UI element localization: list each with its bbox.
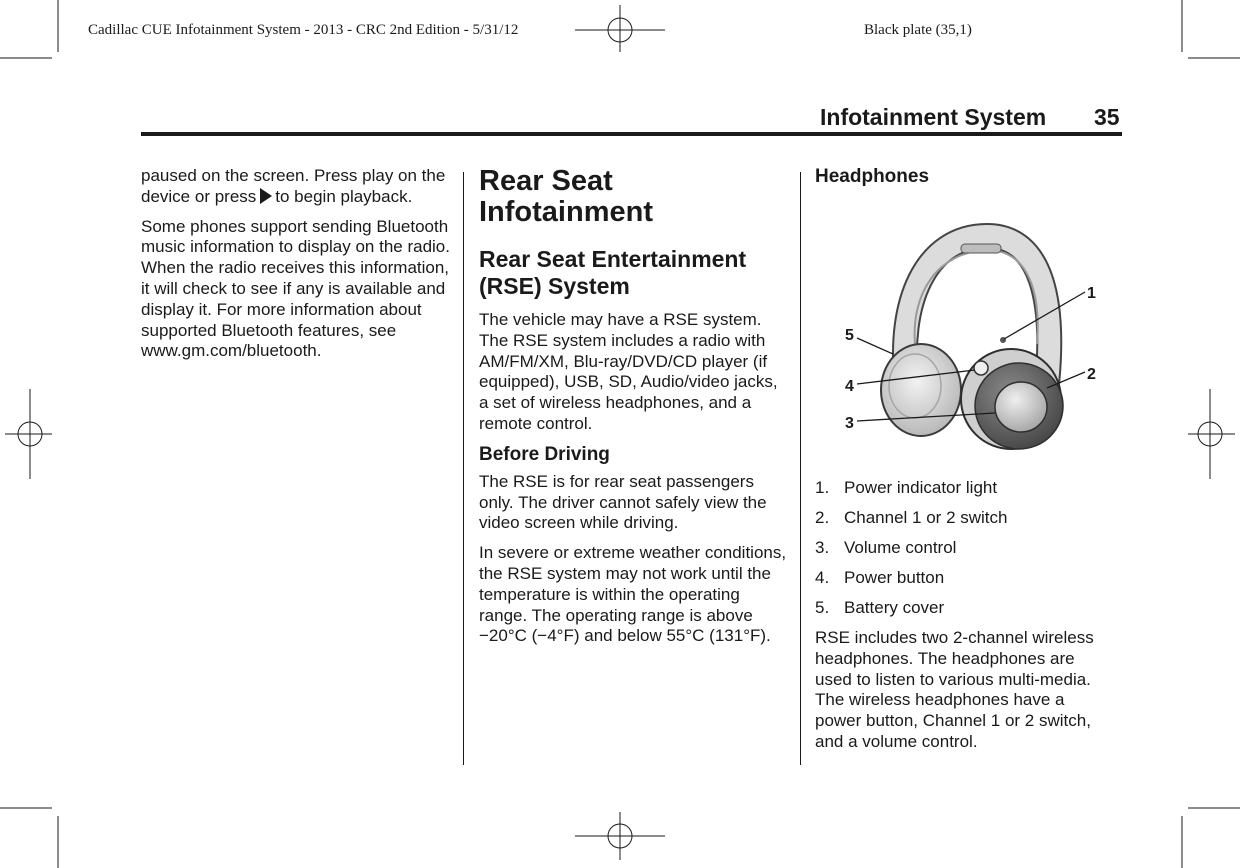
paragraph-before-driving: The RSE is for rear seat passengers only. The driver cannot safely view the video screen while driving. — [479, 471, 767, 533]
before-driving-heading: Before Driving — [479, 443, 610, 465]
legend-item: 4. Power button — [815, 567, 945, 587]
legend-item: 2. Channel 1 or 2 switch — [815, 507, 1008, 527]
registration-mark-right — [1188, 389, 1235, 479]
registration-mark-left — [5, 389, 52, 479]
registration-mark-top — [575, 5, 665, 52]
subsection-title: Rear Seat Entertainment (RSE) System — [479, 246, 747, 299]
paragraph-headphones-description: RSE includes two 2-channel wireless headphones. The headphones are used to listen to various multi-media. The wireless headphones have a power button, Channel 1 or 2 switch, and a volume control. — [815, 627, 1094, 751]
column-divider-2 — [800, 172, 801, 765]
paragraph-bluetooth-music: Some phones support sending Bluetooth music information to display on the radio. When the radio receives this information, it will check to see if any is available and display it. For more information about supported Bluetooth features, see www.gm.com/bluetooth. — [141, 216, 450, 361]
headphones-figure — [815, 194, 1115, 474]
section-title: Rear Seat Infotainment — [479, 165, 653, 228]
callout-4: 4 — [845, 378, 854, 395]
column-3 — [815, 166, 1115, 762]
left-ear-cup — [881, 344, 961, 436]
slug-left: Cadillac CUE Infotainment System - 2013 - CRC 2nd Edition - 5/31/12 — [88, 22, 519, 38]
play-icon — [259, 188, 272, 204]
running-head-title: Infotainment System — [820, 104, 1047, 130]
column-divider-1 — [463, 172, 464, 765]
callout-5: 5 — [845, 327, 854, 344]
column-1 — [141, 166, 453, 371]
paragraph-temperature: In severe or extreme weather conditions, the RSE system may not work until the temperature is within the operating range. The operating range is above −20°C (−4°F) and below 55°C (131°F). — [479, 543, 787, 646]
paragraph-playback: paused on the screen. Press play on the device or press to begin playback. — [141, 166, 446, 206]
component-legend — [815, 478, 1115, 619]
callout-1: 1 — [1087, 285, 1096, 302]
column-2 — [479, 166, 791, 656]
callout-3: 3 — [845, 415, 854, 432]
legend-item: 1. Power indicator light — [815, 478, 998, 497]
callout-2: 2 — [1087, 366, 1096, 383]
paragraph-rse-intro: The vehicle may have a RSE system. The RSE system includes a radio with AM/FM/XM, Blu-ray/DVD/CD player (if equipped), USB, SD, Audio/video jacks, a set of wireless headphones, and a remote control. — [479, 310, 778, 433]
registration-mark-bottom — [575, 812, 665, 860]
headphones-heading: Headphones — [815, 166, 930, 187]
page-number: 35 — [1094, 104, 1120, 130]
legend-item: 5. Battery cover — [815, 597, 945, 617]
header-rule — [141, 132, 1122, 136]
slug-right: Black plate (35,1) — [864, 22, 972, 38]
legend-item: 3. Volume control — [815, 537, 957, 557]
